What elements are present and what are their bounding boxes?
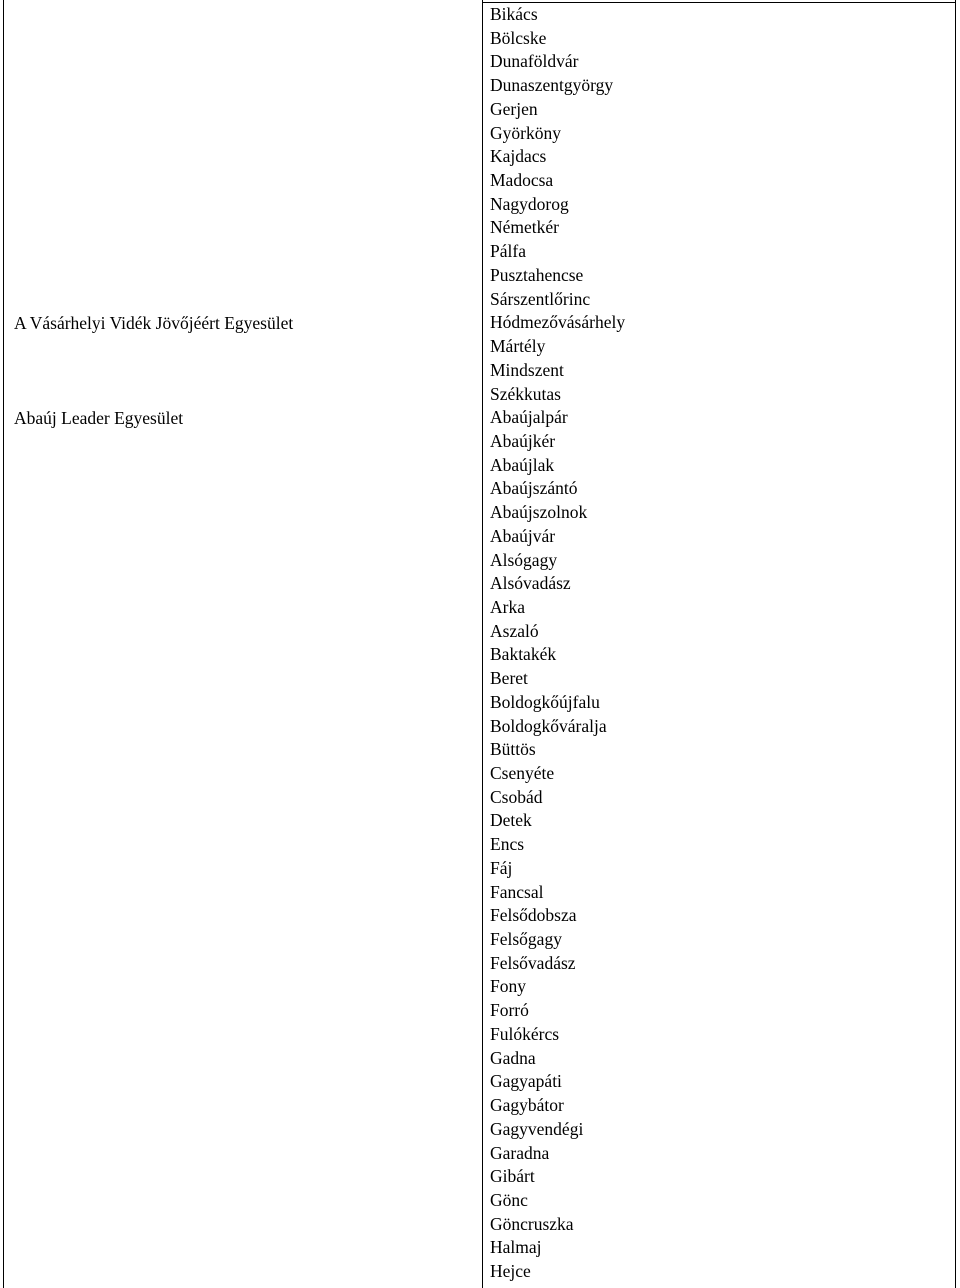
settlement-name: Madocsa	[490, 170, 554, 191]
settlement-name: Halmaj	[490, 1237, 542, 1258]
organization-name: Abaúj Leader Egyesület	[14, 408, 184, 428]
settlement-name: Detek	[490, 810, 532, 831]
settlement-name: Abaújszolnok	[490, 502, 588, 523]
settlement-name: Hódmezővásárhely	[490, 312, 626, 333]
settlement-name: Büttös	[490, 739, 536, 760]
settlement-name: Bölcske	[490, 27, 547, 48]
settlement-name: Encs	[490, 834, 525, 855]
settlement-name: Hejce	[490, 1261, 531, 1282]
settlement-name: Fancsal	[490, 881, 544, 902]
organization-name: A Vásárhelyi Vidék Jövőjéért Egyesület	[14, 313, 294, 333]
settlement-name: Boldogkőváralja	[490, 715, 607, 736]
settlement-name: Nagydorog	[490, 193, 569, 214]
settlement-name: Gerjen	[490, 98, 538, 119]
settlement-name: Mártély	[490, 336, 546, 357]
settlement-name: Arka	[490, 596, 525, 617]
settlement-name: Kajdacs	[490, 146, 547, 167]
settlement-list	[490, 3, 950, 1284]
settlement-name: Fulókércs	[490, 1023, 560, 1044]
settlement-name: Alsógagy	[490, 549, 558, 570]
settlement-name: Gönc	[490, 1189, 528, 1210]
settlement-name: Alsóvadász	[490, 573, 571, 594]
settlement-name: Pusztahencse	[490, 264, 584, 285]
settlement-name: Boldogkőújfalu	[490, 691, 600, 712]
settlement-name: Felsőgagy	[490, 929, 562, 950]
settlement-name: Fáj	[490, 857, 513, 878]
settlement-name: Garadna	[490, 1142, 550, 1163]
settlement-name: Forró	[490, 1000, 529, 1021]
table-column-divider	[482, 0, 483, 1288]
settlement-name: Sárszentlőrinc	[490, 288, 591, 309]
settlement-name: Gagybátor	[490, 1095, 564, 1116]
settlement-name: Abaújkér	[490, 430, 556, 451]
table-right-border	[955, 0, 956, 1288]
settlement-name: Felsődobsza	[490, 905, 577, 926]
settlement-name: Csenyéte	[490, 763, 555, 783]
settlement-name: Bikács	[490, 4, 538, 24]
settlement-name: Baktakék	[490, 644, 557, 665]
settlement-name: Dunaszentgyörgy	[490, 75, 614, 96]
settlement-name: Németkér	[490, 217, 559, 238]
organization-column	[14, 0, 474, 1288]
settlement-name: Abaújszántó	[490, 478, 578, 499]
settlement-name: Göncruszka	[490, 1213, 574, 1234]
settlement-name: Gibárt	[490, 1166, 535, 1187]
settlement-name: Beret	[490, 668, 528, 689]
settlement-name: Mindszent	[490, 359, 564, 380]
settlement-name: Csobád	[490, 786, 543, 807]
settlement-name: Abaújvár	[490, 525, 556, 546]
settlement-name: Gadna	[490, 1047, 536, 1068]
settlement-name: Abaújlak	[490, 454, 555, 475]
settlement-name: Székkutas	[490, 383, 561, 404]
settlement-name: Dunaföldvár	[490, 51, 579, 72]
settlement-column	[490, 3, 950, 1284]
settlement-name: Aszaló	[490, 620, 539, 641]
settlement-name: Felsővadász	[490, 952, 576, 973]
settlement-name: Fony	[490, 976, 526, 997]
settlement-name: Györköny	[490, 122, 561, 143]
settlement-name: Gagyapáti	[490, 1071, 562, 1092]
settlement-name: Abaújalpár	[490, 407, 568, 428]
table-left-border	[3, 0, 4, 1288]
settlement-name: Gagyvendégi	[490, 1118, 584, 1139]
settlement-name: Pálfa	[490, 241, 526, 262]
